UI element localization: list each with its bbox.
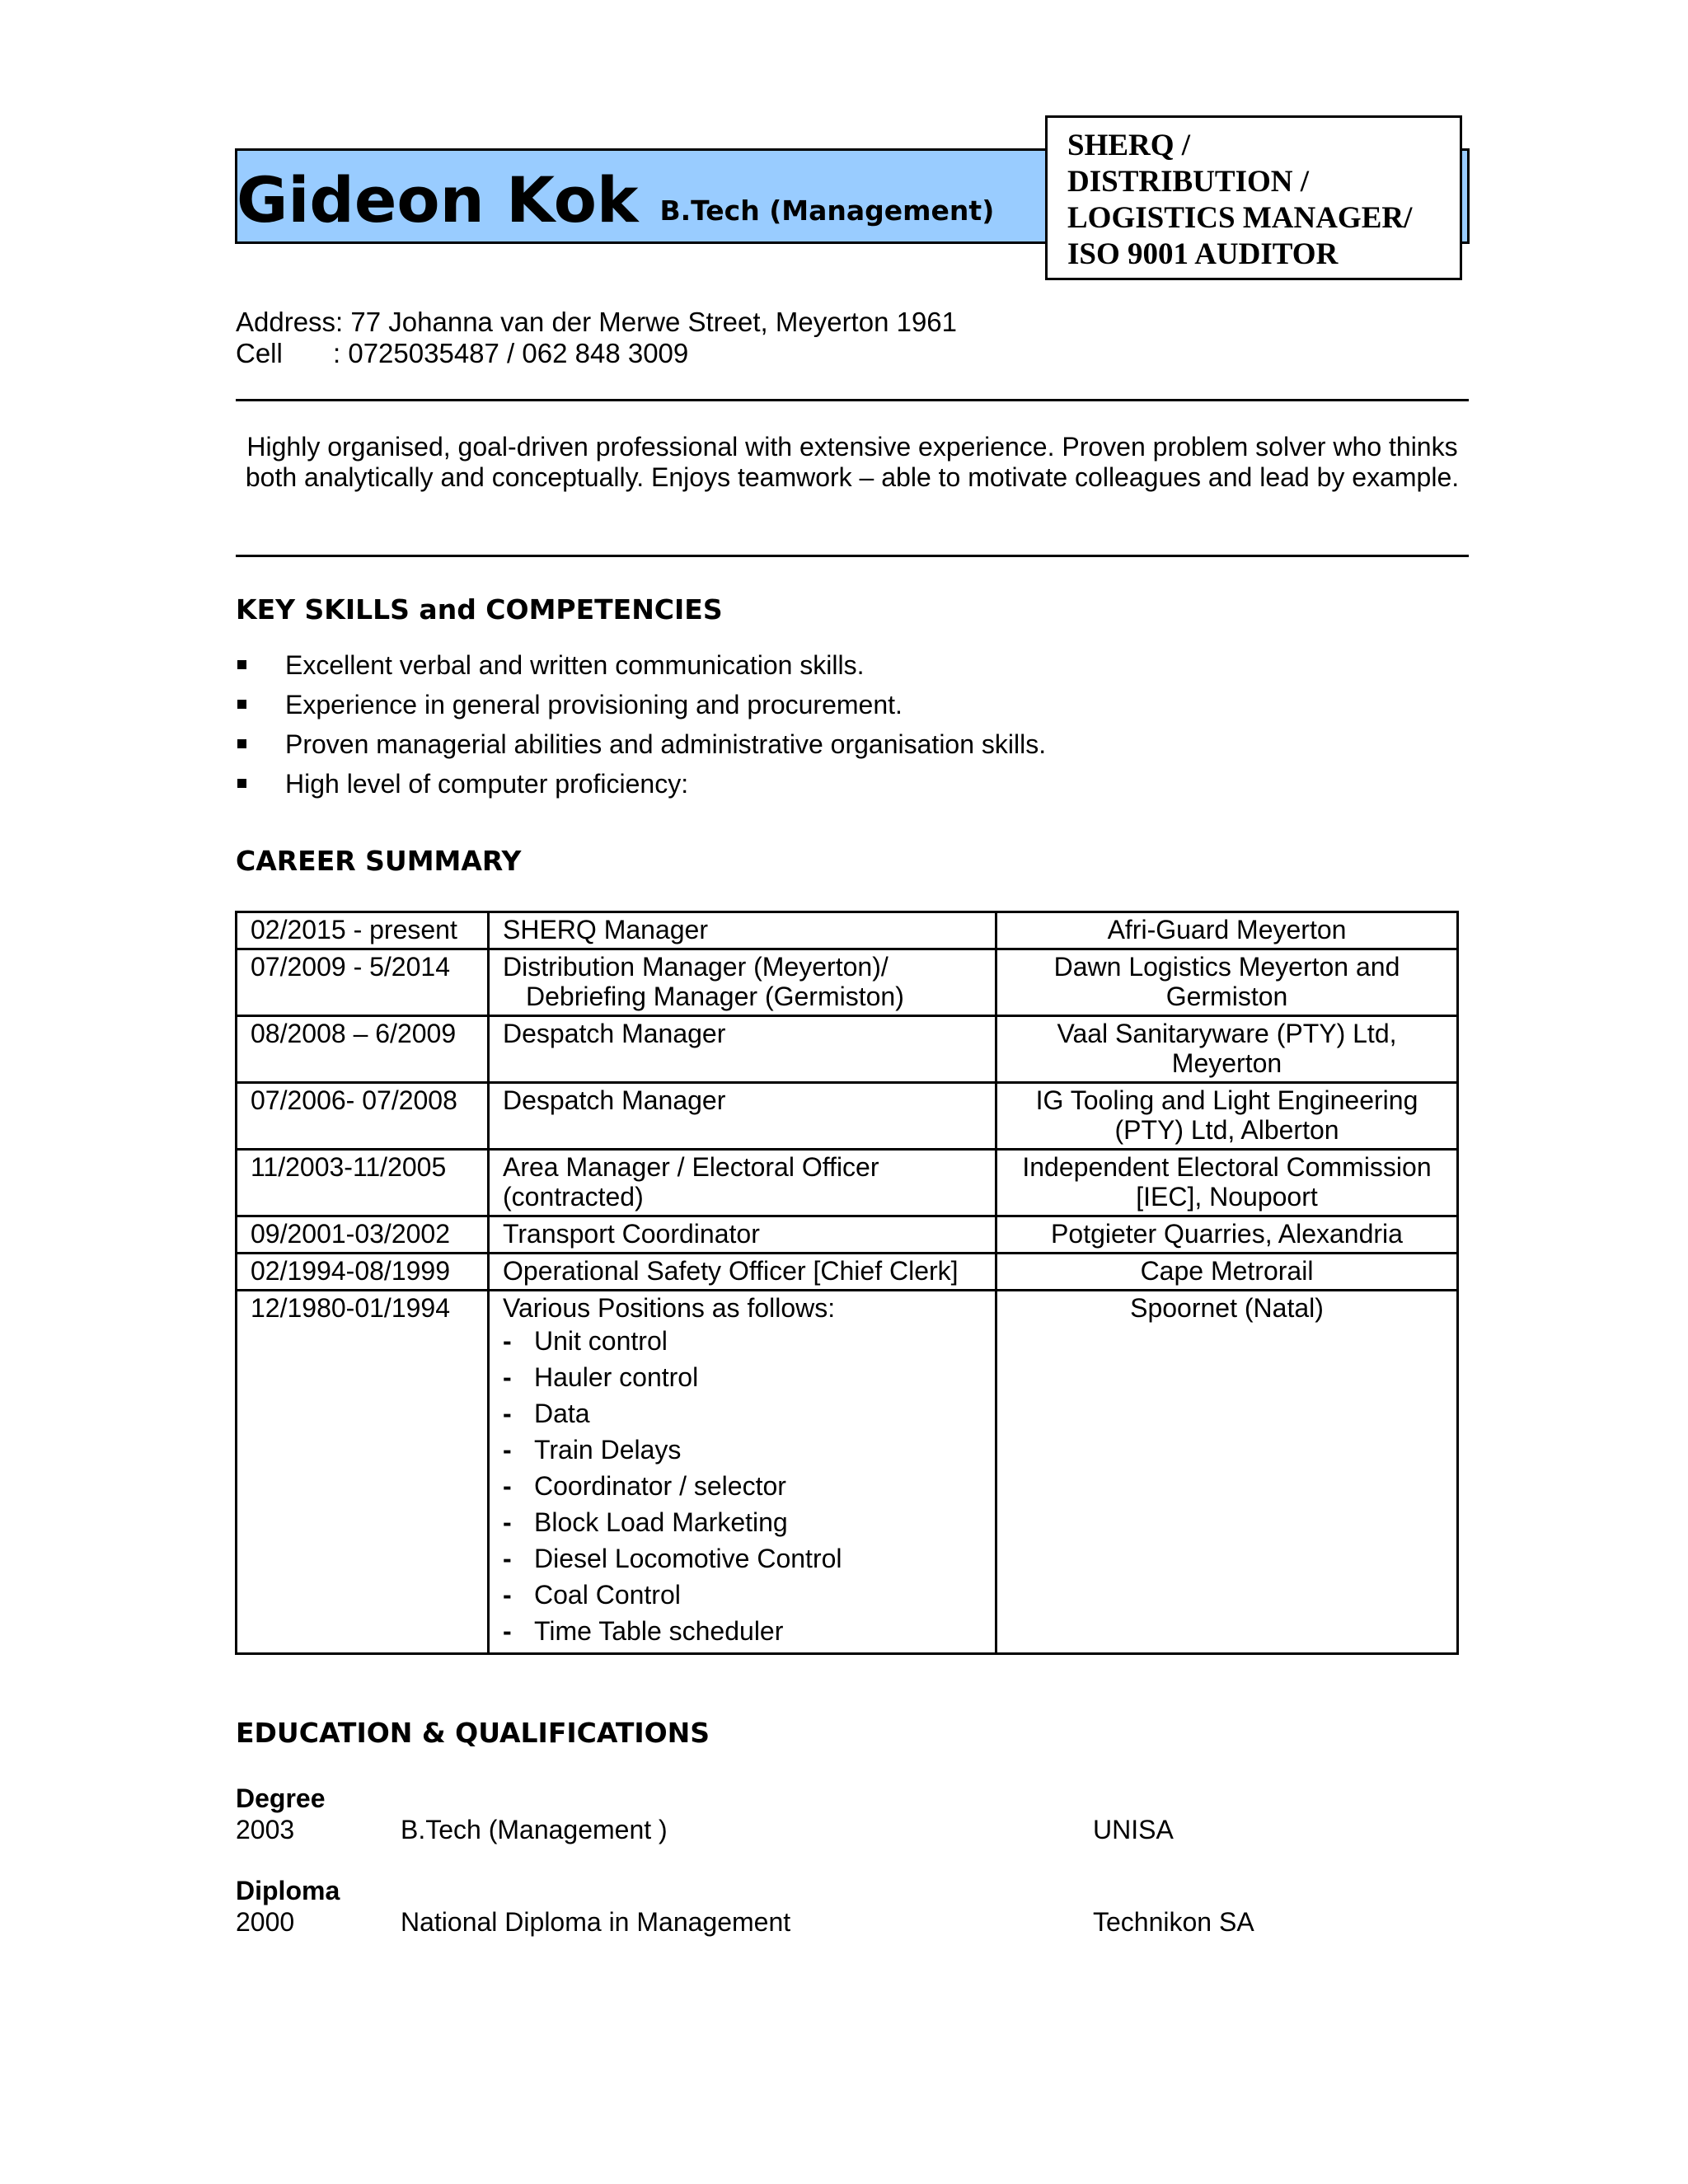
dash-bullet: - [503,1362,512,1392]
org-cell: Independent Electoral Commission [IEC], Noupoort [996,1150,1458,1216]
job-title-box [1045,115,1462,280]
career-table [235,911,1459,1655]
education-diploma [236,1875,1472,1938]
period-cell: 07/2006- 07/2008 [237,1083,489,1150]
period-cell: 08/2008 – 6/2009 [237,1016,489,1083]
list-item [236,685,1046,724]
role-line: Distribution Manager (Meyerton)/ [503,952,889,982]
education-kind: Diploma [236,1876,340,1905]
education-qualification: B.Tech (Management ) [401,1815,668,1844]
divider [236,555,1469,557]
education-institution: Technikon SA [1093,1907,1254,1937]
candidate-name: Gideon Kok [237,163,639,237]
education-row [236,1906,1472,1938]
list-item [503,1395,982,1432]
period-cell: 09/2001-03/2002 [237,1216,489,1254]
position-text: Hauler control [534,1362,699,1392]
org-cell: Cape Metrorail [996,1254,1458,1291]
role-cell [489,1291,996,1654]
education-year: 2003 [236,1815,295,1844]
org-cell: Spoornet (Natal) [996,1291,1458,1654]
skill-text: Excellent verbal and written communication skills. [285,650,865,680]
candidate-degree: B.Tech (Management) [659,194,995,227]
list-item [236,645,1046,685]
cell-separator: : [333,338,341,368]
skills-heading: KEY SKILLS and COMPETENCIES [236,593,723,626]
table-row [237,912,1458,949]
education-institution: UNISA [1093,1815,1174,1844]
skills-list [236,645,1046,804]
cell-row [236,338,957,369]
list-item [503,1359,982,1395]
cell-value: 0725035487 / 062 848 3009 [348,338,689,368]
profile-summary: Highly organised, goal-driven professional with extensive experience. Proven problem solver who thinks both analytically and conceptually. Enjoys teamwork – able to motivate colleagues and lead by example. [245,432,1460,492]
education-heading: EDUCATION & QUALIFICATIONS [236,1717,710,1749]
list-item [503,1577,982,1613]
list-item [503,1323,982,1359]
list-item [503,1613,982,1649]
skill-text: Proven managerial abilities and administrative organisation skills. [285,729,1047,759]
job-title-line: SHERQ / [1067,129,1191,162]
list-item [236,764,1046,804]
period-cell: 11/2003-11/2005 [237,1150,489,1216]
position-text: Coordinator / selector [534,1471,786,1501]
table-row [237,1083,1458,1150]
position-text: Diesel Locomotive Control [534,1544,842,1573]
table-row [237,1291,1458,1654]
role-line: Various Positions as follows: [503,1293,836,1323]
list-item [236,724,1046,764]
job-title-line: DISTRIBUTION / [1067,165,1310,199]
dash-bullet: - [503,1326,512,1356]
square-bullet-icon [237,779,246,788]
table-row [237,1016,1458,1083]
role-cell: Operational Safety Officer [Chief Clerk] [489,1254,996,1291]
role-cell: Area Manager / Electoral Officer (contracted) [489,1150,996,1216]
dash-bullet: - [503,1507,512,1537]
org-cell: Dawn Logistics Meyerton and Germiston [996,949,1458,1016]
position-text: Block Load Marketing [534,1507,788,1537]
period-cell: 02/1994-08/1999 [237,1254,489,1291]
period-cell: 02/2015 - present [237,912,489,949]
list-item [503,1432,982,1468]
skill-text: High level of computer proficiency: [285,769,689,799]
role-cell: Transport Coordinator [489,1216,996,1254]
org-cell: Afri-Guard Meyerton [996,912,1458,949]
role-line: Debriefing Manager (Germiston) [526,982,904,1011]
table-row [237,1216,1458,1254]
org-cell: Potgieter Quarries, Alexandria [996,1216,1458,1254]
org-cell: IG Tooling and Light Engineering (PTY) Ltd, Alberton [996,1083,1458,1150]
position-text: Coal Control [534,1580,681,1610]
position-text: Time Table scheduler [534,1616,784,1646]
square-bullet-icon [237,739,246,748]
period-cell: 12/1980-01/1994 [237,1291,489,1654]
role-cell: Despatch Manager [489,1016,996,1083]
education-kind: Degree [236,1783,326,1813]
dash-bullet: - [503,1471,512,1501]
dash-bullet: - [503,1399,512,1428]
role-cell [489,949,996,1016]
dash-bullet: - [503,1435,512,1465]
education-degree [236,1783,1472,1845]
square-bullet-icon [237,660,246,669]
position-text: Unit control [534,1326,668,1356]
position-text: Data [534,1399,590,1428]
period-cell: 07/2009 - 5/2014 [237,949,489,1016]
list-item [503,1540,982,1577]
role-cell: Despatch Manager [489,1083,996,1150]
dash-bullet: - [503,1580,512,1610]
positions-list [503,1323,982,1649]
address-row [236,307,957,338]
dash-bullet: - [503,1544,512,1573]
address-label: Address: [236,307,344,337]
list-item [503,1468,982,1504]
skill-text: Experience in general provisioning and procurement. [285,690,903,719]
position-text: Train Delays [534,1435,682,1465]
contact-details [236,307,957,369]
list-item [503,1504,982,1540]
education-row [236,1814,1472,1845]
square-bullet-icon [237,700,246,709]
table-row [237,949,1458,1016]
table-row [237,1150,1458,1216]
job-title-line: LOGISTICS MANAGER/ [1067,201,1413,235]
divider [236,399,1469,401]
org-cell: Vaal Sanitaryware (PTY) Ltd, Meyerton [996,1016,1458,1083]
education-qualification: National Diploma in Management [401,1907,791,1937]
career-heading: CAREER SUMMARY [236,845,522,877]
role-cell: SHERQ Manager [489,912,996,949]
education-year: 2000 [236,1907,295,1937]
candidate-name-block [237,163,994,237]
cell-label: Cell [236,338,283,368]
dash-bullet: - [503,1616,512,1646]
address-value: 77 Johanna van der Merwe Street, Meyerton 1961 [350,307,958,337]
job-title-line: ISO 9001 AUDITOR [1067,237,1339,271]
table-row [237,1254,1458,1291]
